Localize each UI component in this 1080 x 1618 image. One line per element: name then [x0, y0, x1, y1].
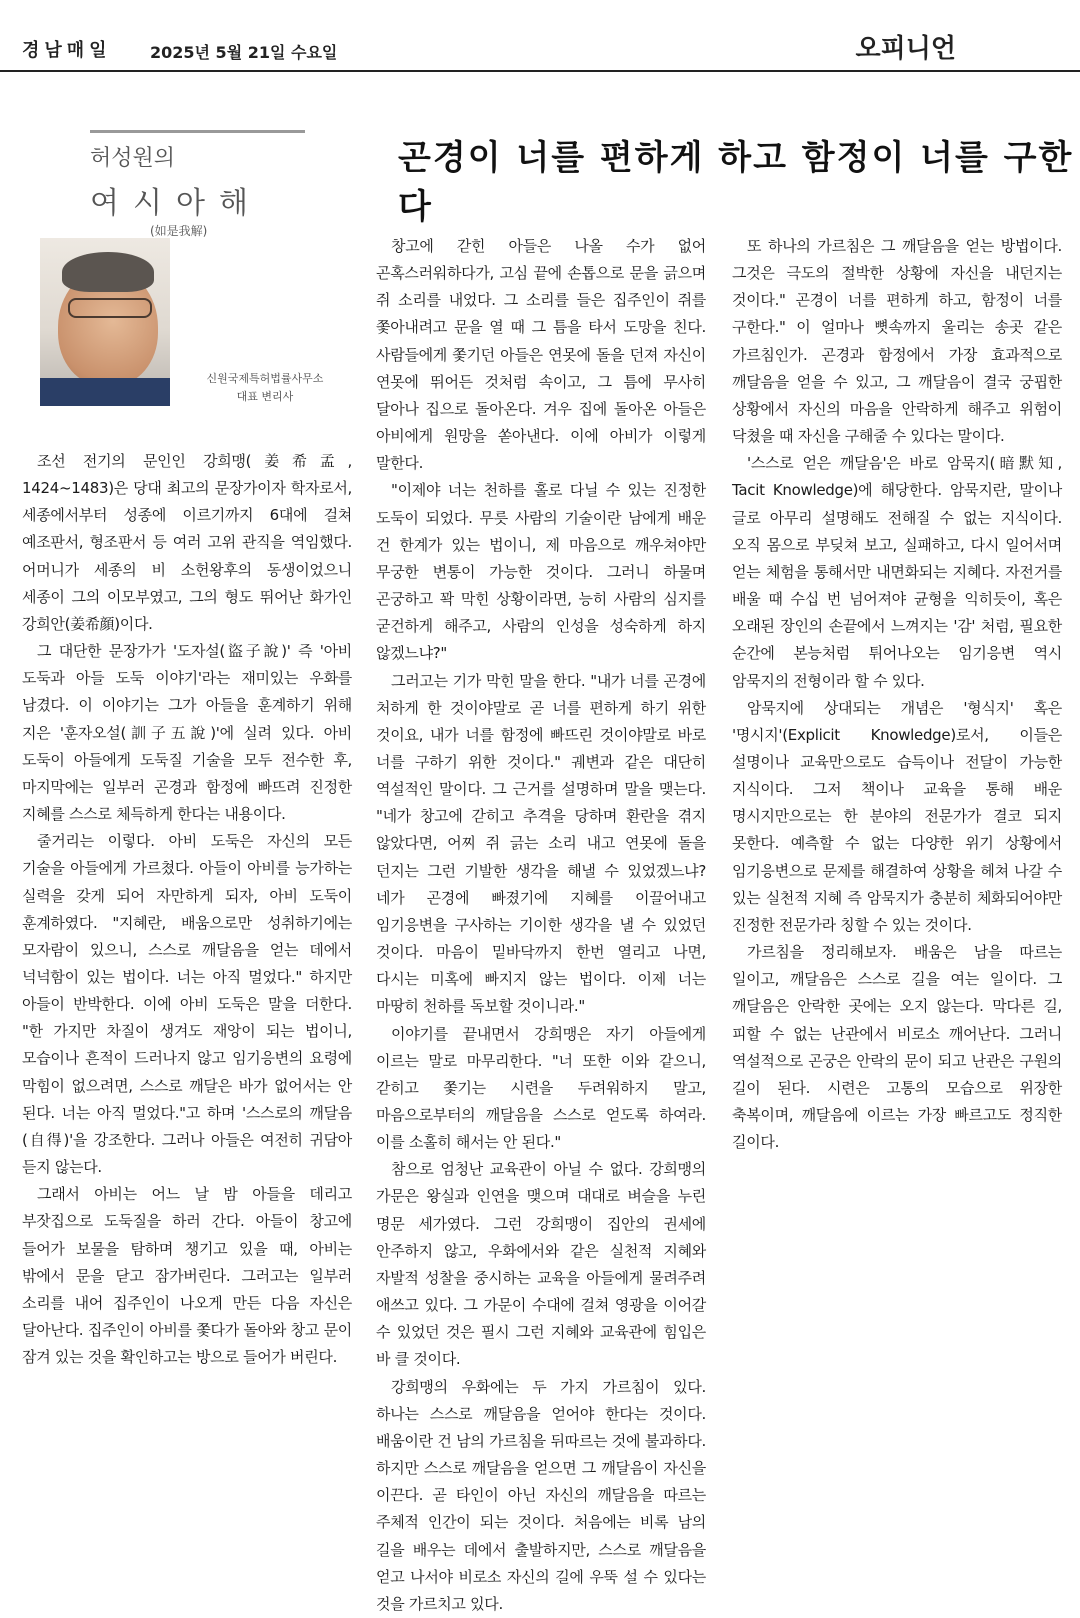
author-photo — [40, 238, 170, 406]
column-name: 여시아해 — [90, 186, 262, 221]
section-title: 오피니언 — [855, 34, 956, 64]
article-paragraph: 창고에 갇힌 아들은 나올 수가 없어 곤혹스러워하다가, 고심 끝에 손톱으로 문을 긁으며 쥐 소리를 내었다. 그 소리를 들은 집주인이 쥐를 쫓아내려고 문을 열 때 그 틈을 타서 도망을 친다. 사람들에게 쫓기던 아들은 연못에 돌을 던져 자신이 연못에 뛰어든 것처럼 속이고, 그 틈에 무사히 달아나 집으로 돌아온다. 겨우 집에 돌아온 아들은 아비에게 원망을 쏟아낸다. 이에 아비가 이렇게 말한다. — [376, 237, 706, 473]
author-affiliation: 신원국제특허법률사무소 — [206, 372, 324, 385]
newspaper-name: 경남매일 — [22, 40, 112, 61]
column-author: 허성원의 — [90, 146, 176, 171]
masthead — [0, 0, 1080, 72]
article-paragraph: 강희맹의 우화에는 두 가지 가르침이 있다. 하나는 스스로 깨달음을 얻어야 한다는 것이다. 배움이란 건 남의 가르침을 뒤따르는 것에 불과하다. 하지만 스스로 깨달음을 얻으면 그 깨달음이 자신을 이끈다. 곧 타인이 아닌 자신의 깨달음을 따르는 주체적 인간이 되는 것이다. 처음에는 비록 남의 길을 배우는 데에서 출발하지만, 스스로 깨달음을 얻고 나서야 비로소 자신의 길에 우뚝 설 수 있다는 것을 가르치고 있다. — [376, 1377, 706, 1613]
column-title-box — [90, 130, 305, 239]
column-name-hanja: (如是我解) — [150, 224, 208, 238]
article-column-3 — [732, 233, 1062, 1156]
article-paragraph: 줄거리는 이렇다. 아비 도둑은 자신의 모든 기술을 아들에게 가르쳤다. 아들이 아비를 능가하는 실력을 갖게 되어 자만하게 되자, 아비 도둑이 훈계하였다. "지혜란, 배움으로만 성취하기에는 모자람이 있으니, 스스로 깨달음을 얻는 데에서 넉넉함이 있는 법이다. 너는 아직 멀었다." 하지만 아들이 반박한다. 이에 아비 도둑은 말을 더한다. "한 가지만 차질이 생겨도 재앙이 되는 법이니, 모습이나 흔적이 드러나지 않고 임기응변의 요령에 막힘이 없으려면, 스스로 깨달은 바가 없어서는 안 된다. 너는 아직 멀었다."고 하며 '스스로의 깨달음(自得)'을 강조한다. 그러나 아들은 여전히 귀담아 듣지 않는다. — [22, 832, 352, 1177]
article-column-2 — [376, 233, 706, 1618]
article-paragraph: 가르침을 정리해보자. 배움은 남을 따르는 일이고, 깨달음은 스스로 길을 여는 일이다. 그 깨달음은 안락한 곳에는 오지 않는다. 막다른 길, 피할 수 없는 난관에서 비로소 깨어난다. 그러니 역설적으로 곤궁은 안락의 문이 되고 난관은 구원의 길이 된다. 시련은 고통의 모습으로 위장한 축복이며, 깨달음에 이르는 가장 빠르고도 정직한 길이다. — [732, 943, 1062, 1152]
author-caption — [185, 370, 345, 406]
article-paragraph: 그래서 아비는 어느 날 밤 아들을 데리고 부잣집으로 도둑질을 하러 간다. 아들이 창고에 들어가 보물을 탐하며 챙기고 있을 때, 아비는 밖에서 문을 닫고 잠가버린다. 그러고는 일부러 소리를 내어 집주인이 나오게 만든 다음 자신은 달아난다. 집주인이 아비를 쫓다가 돌아와 창고 문이 잠겨 있는 것을 확인하고는 방으로 들어가 버린다. — [22, 1185, 352, 1367]
article-paragraph: 또 하나의 가르침은 그 깨달음을 얻는 방법이다. 그것은 극도의 절박한 상황에 자신을 내던지는 것이다." 곤경이 너를 편하게 하고, 함정이 너를 구한다." 이 얼마나 뼛속까지 울리는 송곳 같은 가르침인가. 곤경과 함정에서 가장 효과적으로 깨달음을 얻을 수 있고, 그 깨달음이 결국 궁핍한 상황에서 자신의 마음을 안락하게 해주고 위험이 닥쳤을 때 자신을 구해줄 수 있다는 말이다. — [732, 237, 1062, 446]
author-photo-hair — [62, 252, 154, 292]
article-paragraph: 그러고는 기가 막힌 말을 한다. "내가 너를 곤경에 처하게 한 것이야말로 곧 너를 편하게 하기 위한 것이요, 내가 너를 함정에 빠뜨린 것이야말로 바로 너를 구하기 위한 것이다." 궤변과 같은 대단히 역설적인 말이다. 그 근거를 설명하며 말을 맺는다. "네가 창고에 갇히고 추격을 당하며 환란을 겪지 않았다면, 어찌 쥐 긁는 소리 내고 연못에 돌을 던지는 그런 기발한 생각을 해낼 수 있었겠느냐? 네가 곤경에 빠졌기에 지혜를 이끌어내고 임기응변을 구사하는 기이한 생각을 낼 수 있었던 것이다. 마음이 밑바닥까지 한번 열리고 나면, 다시는 미혹에 빠지지 않는 법이다. 이제 너는 마땅히 천하를 독보할 것이니라." — [376, 671, 706, 1016]
article-paragraph: 그 대단한 문장가가 '도자설(盜子說)' 즉 '아비 도둑과 아들 도둑 이야기'라는 재미있는 우화를 남겼다. 이 이야기는 그가 아들을 훈계하기 위해 지은 '훈자오설(訓子五說)'에 실려 있다. 아비 도둑이 아들에게 도둑질 기술을 모두 전수한 후, 마지막에는 일부러 곤경과 함정에 빠뜨려 진정한 지혜를 스스로 체득하게 한다는 내용이다. — [22, 642, 352, 824]
article-column-1 — [22, 448, 352, 1371]
column-title-rule — [90, 130, 305, 133]
article-paragraph: 이야기를 끝내면서 강희맹은 자기 아들에게 이르는 말로 마무리한다. "너 또한 이와 같으니, 갇히고 쫓기는 시련을 두려워하지 말고, 마음으로부터의 깨달음을 스스로 얻도록 하여라. 이를 소홀히 해서는 안 된다." — [376, 1024, 706, 1152]
article-paragraph: 참으로 엄청난 교육관이 아닐 수 없다. 강희맹의 가문은 왕실과 인연을 맺으며 대대로 벼슬을 누린 명문 세가였다. 그런 강희맹이 집안의 권세에 안주하지 않고, 우화에서와 같은 실천적 지혜와 자발적 성찰을 중시하는 교육을 아들에게 물려주려 애쓰고 있다. 그 가문이 수대에 걸쳐 영광을 이어갈 수 있었던 것은 필시 그런 지혜와 교육관에 힘입은 바 클 것이다. — [376, 1160, 706, 1369]
article-paragraph: '스스로 얻은 깨달음'은 바로 암묵지(暗默知, Tacit Knowledge)에 해당한다. 암묵지란, 말이나 글로 아무리 설명해도 전해질 수 없는 지식이다. 오직 몸으로 부딪쳐 보고, 실패하고, 다시 일어서며 얻는 체험을 통해서만 내면화되는 지혜다. 자전거를 배울 때 수십 번 넘어져야 균형을 익히듯이, 혹은 오래된 장인의 손끝에서 느껴지는 '감' 처럼, 필요한 순간에 본능처럼 튀어나오는 임기응변 역시 암묵지의 전형이라 할 수 있다. — [732, 454, 1062, 690]
issue-date: 2025년 5월 21일 수요일 — [150, 43, 338, 62]
article-paragraph: 암묵지에 상대되는 개념은 '형식지' 혹은 '명시지'(Explicit Knowledge)로서, 이들은 설명이나 교육만으로도 습득이나 전달이 가능한 지식이다. 그저 책이나 교육을 통해 배운 명시지만으로는 한 분야의 전문가가 결코 되지 못한다. 예측할 수 없는 다양한 위기 상황에서 임기응변으로 문제를 해결하여 상황을 헤쳐 나갈 수 있는 실천적 지혜 즉 암묵지가 충분히 체화되어야만 진정한 전문가라 칭할 수 있는 것이다. — [732, 698, 1062, 934]
article-headline: 곤경이 너를 편하게 하고 함정이 너를 구한다 — [398, 138, 1074, 227]
article-paragraph: 조선 전기의 문인인 강희맹(姜希孟, 1424~1483)은 당대 최고의 문장가이자 학자로서, 세종에서부터 성종에 이르기까지 6대에 걸쳐 예조판서, 형조판서 등 여러 고위 관직을 역임했다. 어머니가 세종의 비 소헌왕후의 동생이었으니 세종이 그의 이모부였고, 그의 형도 뛰어난 화가인 강희안(姜希顔)이다. — [22, 452, 352, 633]
article-paragraph: "이제야 너는 천하를 홀로 다닐 수 있는 진정한 도둑이 되었다. 무릇 사람의 기술이란 남에게 배운 건 한계가 있는 법이니, 제 마음으로 깨우쳐야만 무궁한 변통이 가능한 것이다. 그러니 하물며 곤궁하고 꽉 막힌 상황이라면, 능히 사람의 심지를 굳건하게 해주고, 사람의 인성을 성숙하게 하지 않겠느냐?" — [376, 481, 706, 663]
author-photo-shirt — [40, 378, 170, 406]
author-photo-glasses — [68, 298, 152, 318]
author-title: 대표 변리사 — [236, 390, 294, 403]
